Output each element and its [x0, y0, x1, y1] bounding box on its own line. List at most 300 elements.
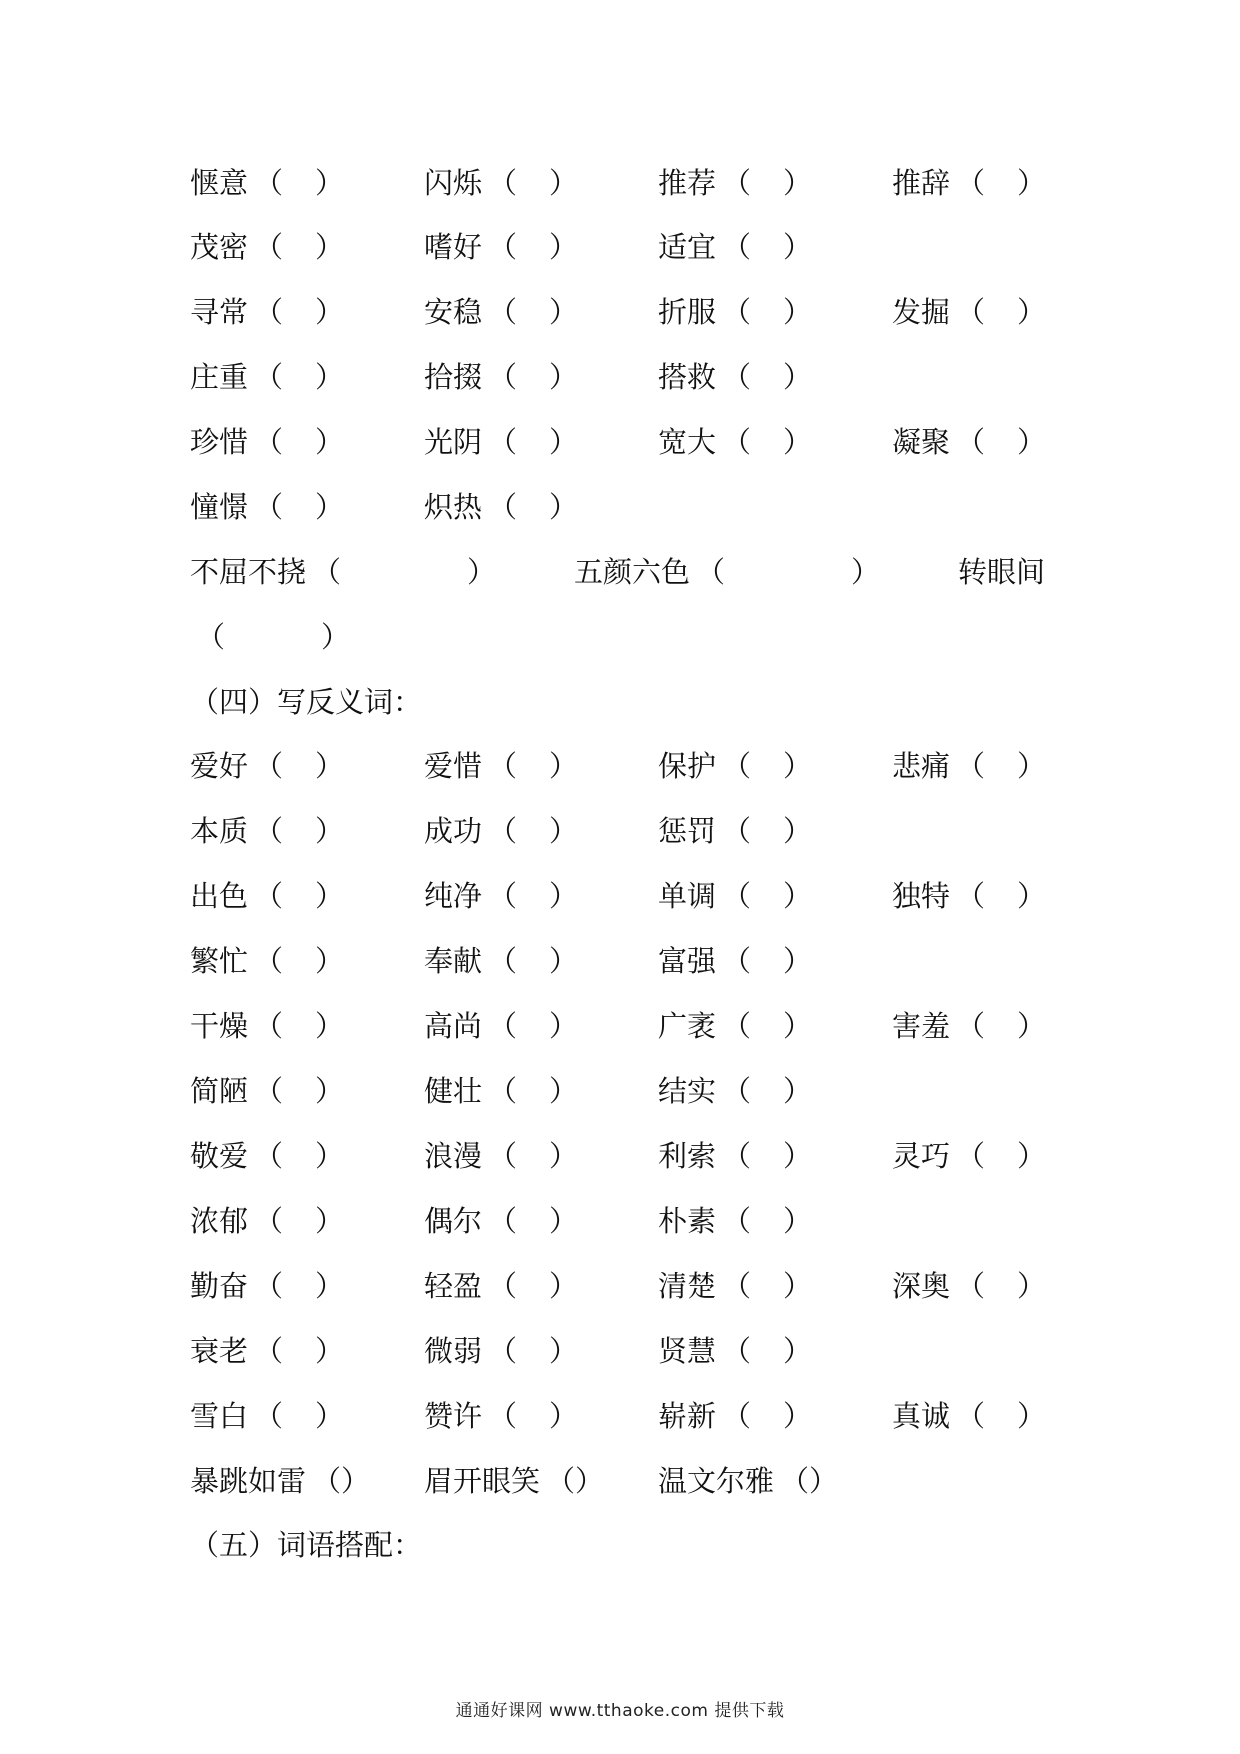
paren-left: （ — [254, 295, 284, 329]
paren-right: ） — [549, 360, 579, 394]
answer-blank[interactable] — [248, 483, 344, 531]
exercise-word: 朴素 — [658, 1204, 717, 1238]
paren-left: （ — [254, 1399, 284, 1433]
paren-left: （ — [254, 360, 284, 394]
paren-right: ） — [1017, 879, 1047, 913]
paren-right: ） — [783, 814, 813, 848]
exercise-item — [190, 353, 344, 401]
answer-blank[interactable] — [482, 1262, 578, 1310]
exercise-item — [892, 742, 1046, 790]
answer-blank[interactable] — [482, 937, 578, 985]
paren-left: （ — [546, 1464, 576, 1498]
paren-left: （ — [488, 879, 518, 913]
exercise-item — [190, 483, 344, 531]
answer-blank[interactable] — [248, 223, 344, 271]
exercise-row — [190, 288, 1070, 336]
paren-right: ） — [315, 879, 345, 913]
exercise-word: 凝聚 — [892, 425, 951, 459]
paren-left: （ — [956, 425, 986, 459]
exercise-word: 闪烁 — [424, 166, 483, 200]
paren-left: （ — [956, 749, 986, 783]
paren-right: ） — [1017, 749, 1047, 783]
answer-blank[interactable] — [716, 353, 812, 401]
answer-blank[interactable] — [716, 1197, 812, 1245]
paren-left: （ — [722, 749, 752, 783]
exercise-word: 适宜 — [658, 230, 717, 264]
paren-right: ） — [783, 166, 813, 200]
answer-blank[interactable] — [716, 937, 812, 985]
exercise-word: 利索 — [658, 1139, 717, 1173]
paren-right: ） — [1017, 425, 1047, 459]
paren-left: （ — [254, 814, 284, 848]
paren-right: ） — [315, 1399, 345, 1433]
paren-right: ） — [315, 425, 345, 459]
paren-right: ） — [783, 944, 813, 978]
paren-left: （ — [488, 1139, 518, 1173]
paren-left: （ — [956, 1009, 986, 1043]
idiom-row-wrap — [190, 613, 1070, 661]
exercise-item — [424, 1002, 578, 1050]
exercise-item — [424, 807, 578, 855]
answer-blank[interactable] — [950, 1262, 1046, 1310]
idiom-word: 不屈不挠 — [190, 555, 307, 589]
paren-left: （ — [312, 1464, 342, 1498]
paren-left: （ — [722, 1009, 752, 1043]
paren-left: （ — [956, 1269, 986, 1303]
answer-blank[interactable] — [248, 1132, 344, 1180]
paren-left: （ — [254, 749, 284, 783]
paren-left: （ — [254, 230, 284, 264]
exercise-item — [424, 418, 578, 466]
exercise-item — [424, 1197, 578, 1245]
exercise-item — [424, 1067, 578, 1115]
answer-blank[interactable] — [716, 1327, 812, 1375]
exercise-item — [892, 1132, 1046, 1180]
exercise-item — [658, 742, 812, 790]
exercise-item — [190, 1392, 344, 1440]
answer-blank[interactable] — [690, 548, 880, 596]
paren-right: ） — [549, 1334, 579, 1368]
exercise-word: 微弱 — [424, 1334, 483, 1368]
answer-blank[interactable] — [716, 1002, 812, 1050]
answer-blank[interactable] — [248, 742, 344, 790]
paren-left: （ — [488, 944, 518, 978]
exercise-word: 推荐 — [658, 166, 717, 200]
exercise-row — [190, 807, 1070, 855]
exercise-item — [892, 288, 1046, 336]
idiom-item — [574, 548, 880, 596]
exercise-item — [424, 1392, 578, 1440]
exercise-word: 折服 — [658, 295, 717, 329]
exercise-word: 茂密 — [190, 230, 249, 264]
paren-right: ） — [467, 555, 497, 589]
exercise-row — [190, 353, 1070, 401]
answer-blank[interactable] — [950, 159, 1046, 207]
paren-right: ） — [783, 1139, 813, 1173]
answer-blank[interactable] — [716, 1067, 812, 1115]
exercise-row — [190, 1197, 1070, 1245]
paren-right: ） — [851, 555, 881, 589]
exercise-item — [658, 418, 812, 466]
paren-right: ） — [783, 749, 813, 783]
exercise-item — [892, 159, 1046, 207]
exercise-word: 独特 — [892, 879, 951, 913]
answer-blank[interactable] — [540, 1457, 604, 1505]
answer-blank[interactable] — [482, 418, 578, 466]
exercise-item — [424, 1327, 578, 1375]
exercise-word: 广袤 — [658, 1009, 717, 1043]
exercise-word: 惬意 — [190, 166, 249, 200]
paren-left: （ — [488, 360, 518, 394]
paren-left: （ — [722, 1399, 752, 1433]
answer-blank[interactable] — [950, 1002, 1046, 1050]
paren-right: ） — [315, 1269, 345, 1303]
paren-right: ） — [783, 1399, 813, 1433]
answer-blank[interactable] — [950, 742, 1046, 790]
answer-blank[interactable] — [482, 1067, 578, 1115]
exercise-item — [892, 872, 1046, 920]
idiom-word: 眉开眼笑 — [424, 1464, 541, 1498]
exercise-word: 爱好 — [190, 749, 249, 783]
answer-blank[interactable] — [716, 807, 812, 855]
exercise-word: 惩罚 — [658, 814, 717, 848]
exercise-item — [190, 1002, 344, 1050]
answer-blank[interactable] — [950, 1132, 1046, 1180]
exercise-item — [658, 1392, 812, 1440]
paren-right: ） — [549, 944, 579, 978]
answer-blank[interactable] — [482, 223, 578, 271]
paren-right: ） — [1017, 1269, 1047, 1303]
exercise-item — [190, 1067, 344, 1115]
exercise-word: 拾掇 — [424, 360, 483, 394]
answer-blank[interactable] — [482, 807, 578, 855]
exercise-word: 安稳 — [424, 295, 483, 329]
idiom-item — [190, 1457, 370, 1505]
exercise-row — [190, 223, 1070, 271]
exercise-word: 炽热 — [424, 490, 483, 524]
exercise-word: 浪漫 — [424, 1139, 483, 1173]
paren-right: ） — [315, 1204, 345, 1238]
exercise-word: 本质 — [190, 814, 249, 848]
answer-blank[interactable] — [716, 1392, 812, 1440]
paren-right: ） — [783, 879, 813, 913]
paren-right: ） — [1017, 1139, 1047, 1173]
exercise-row — [190, 1327, 1070, 1375]
answer-blank[interactable] — [716, 159, 812, 207]
exercise-row — [190, 418, 1070, 466]
answer-blank[interactable] — [482, 1132, 578, 1180]
exercise-word: 单调 — [658, 879, 717, 913]
answer-blank[interactable] — [950, 872, 1046, 920]
paren-right: ） — [549, 1204, 579, 1238]
paren-left: （ — [488, 1334, 518, 1368]
answer-blank[interactable] — [482, 1197, 578, 1245]
exercise-item — [190, 223, 344, 271]
paren-right: ） — [783, 360, 813, 394]
paren-left: （ — [722, 1139, 752, 1173]
exercise-item — [658, 1327, 812, 1375]
paren-left: （ — [254, 1074, 284, 1108]
exercise-item — [190, 1262, 344, 1310]
exercise-item — [424, 1262, 578, 1310]
paren-right: ） — [315, 1074, 345, 1108]
answer-blank[interactable] — [190, 613, 350, 661]
paren-right: ） — [315, 1009, 345, 1043]
answer-blank[interactable] — [248, 807, 344, 855]
paren-left: （ — [722, 295, 752, 329]
exercise-item — [892, 1392, 1046, 1440]
paren-left: （ — [254, 1139, 284, 1173]
answer-blank[interactable] — [248, 1327, 344, 1375]
answer-blank[interactable] — [716, 742, 812, 790]
exercise-item — [658, 937, 812, 985]
exercise-word: 发掘 — [892, 295, 951, 329]
answer-blank[interactable] — [248, 353, 344, 401]
answer-blank[interactable] — [248, 1067, 344, 1115]
paren-right: ） — [315, 490, 345, 524]
paren-right: ） — [809, 1464, 839, 1498]
paren-right: ） — [783, 1334, 813, 1368]
exercise-item — [424, 288, 578, 336]
exercise-word: 珍惜 — [190, 425, 249, 459]
exercise-word: 保护 — [658, 749, 717, 783]
paren-right: ） — [549, 1399, 579, 1433]
exercise-item — [190, 807, 344, 855]
exercise-row — [190, 742, 1070, 790]
exercise-word: 光阴 — [424, 425, 483, 459]
paren-left: （ — [722, 1204, 752, 1238]
idiom-row — [190, 1457, 1070, 1505]
exercise-item — [190, 742, 344, 790]
paren-left: （ — [488, 814, 518, 848]
paren-right: ） — [783, 1009, 813, 1043]
answer-blank[interactable] — [248, 1197, 344, 1245]
exercise-item — [190, 418, 344, 466]
exercise-word: 搭救 — [658, 360, 717, 394]
idiom-word: 转眼间 — [958, 555, 1046, 589]
paren-right: ） — [341, 1464, 371, 1498]
exercise-word: 崭新 — [658, 1399, 717, 1433]
exercise-word: 偶尔 — [424, 1204, 483, 1238]
paren-left: （ — [956, 166, 986, 200]
exercise-item — [190, 1327, 344, 1375]
paren-right: ） — [1017, 166, 1047, 200]
answer-blank[interactable] — [716, 223, 812, 271]
paren-left: （ — [488, 1399, 518, 1433]
answer-blank[interactable] — [950, 418, 1046, 466]
paren-right: ） — [783, 1269, 813, 1303]
paren-left: （ — [488, 295, 518, 329]
exercise-word: 爱惜 — [424, 749, 483, 783]
answer-blank[interactable] — [482, 1392, 578, 1440]
exercise-item — [190, 288, 344, 336]
exercise-item — [658, 223, 812, 271]
idiom-item — [190, 613, 350, 661]
exercise-item — [658, 1262, 812, 1310]
paren-right: ） — [315, 360, 345, 394]
answer-blank[interactable] — [248, 872, 344, 920]
paren-right: ） — [315, 1139, 345, 1173]
exercise-word: 赞许 — [424, 1399, 483, 1433]
exercise-item — [424, 1132, 578, 1180]
idiom-word: 五颜六色 — [574, 555, 691, 589]
paren-right: ） — [549, 1269, 579, 1303]
paren-left: （ — [254, 944, 284, 978]
paren-right: ） — [783, 230, 813, 264]
paren-right: ） — [549, 1139, 579, 1173]
exercise-word: 高尚 — [424, 1009, 483, 1043]
answer-blank[interactable] — [306, 548, 496, 596]
answer-blank[interactable] — [482, 872, 578, 920]
exercise-item — [190, 872, 344, 920]
paren-left: （ — [254, 490, 284, 524]
answer-blank[interactable] — [716, 872, 812, 920]
paren-left: （ — [780, 1464, 810, 1498]
exercise-word: 悲痛 — [892, 749, 951, 783]
paren-left: （ — [722, 1334, 752, 1368]
exercise-item — [658, 1067, 812, 1115]
paren-left: （ — [488, 425, 518, 459]
paren-right: ） — [1017, 1399, 1047, 1433]
exercise-word: 推辞 — [892, 166, 951, 200]
answer-blank[interactable] — [248, 288, 344, 336]
idiom-item — [658, 1457, 838, 1505]
exercise-item — [892, 418, 1046, 466]
idiom-item — [958, 548, 1045, 596]
exercise-item — [424, 483, 578, 531]
answer-blank[interactable] — [482, 159, 578, 207]
paren-right: ） — [315, 230, 345, 264]
paren-right: ） — [549, 879, 579, 913]
exercise-row — [190, 1002, 1070, 1050]
exercise-item — [424, 742, 578, 790]
answer-blank[interactable] — [950, 288, 1046, 336]
answer-blank[interactable] — [482, 353, 578, 401]
answer-blank[interactable] — [482, 483, 578, 531]
paren-left: （ — [956, 1139, 986, 1173]
paren-left: （ — [722, 360, 752, 394]
paren-right: ） — [315, 1334, 345, 1368]
answer-blank[interactable] — [248, 159, 344, 207]
exercise-word: 敬爱 — [190, 1139, 249, 1173]
answer-blank[interactable] — [716, 1132, 812, 1180]
exercise-word: 奉献 — [424, 944, 483, 978]
paren-right: ） — [783, 425, 813, 459]
exercise-word: 宽大 — [658, 425, 717, 459]
exercise-row — [190, 872, 1070, 920]
exercise-row — [190, 159, 1070, 207]
answer-blank[interactable] — [248, 937, 344, 985]
paren-right: ） — [315, 944, 345, 978]
section-title-collocation: （五）词语搭配： — [190, 1528, 423, 1562]
paren-right: ） — [549, 166, 579, 200]
exercise-word: 害羞 — [892, 1009, 951, 1043]
footer-source: 通通好课网 www.tthaoke.com 提供下载 — [455, 1701, 785, 1721]
exercise-item — [424, 872, 578, 920]
exercise-word: 贤慧 — [658, 1334, 717, 1368]
paren-left: （ — [722, 230, 752, 264]
exercise-word: 结实 — [658, 1074, 717, 1108]
exercise-word: 雪白 — [190, 1399, 249, 1433]
paren-right: ） — [549, 425, 579, 459]
paren-left: （ — [312, 555, 342, 589]
exercise-word: 成功 — [424, 814, 483, 848]
paren-right: ） — [575, 1464, 605, 1498]
exercise-word: 庄重 — [190, 360, 249, 394]
answer-blank[interactable] — [482, 1327, 578, 1375]
answer-blank[interactable] — [306, 1457, 370, 1505]
paren-right: ） — [1017, 1009, 1047, 1043]
paren-right: ） — [315, 295, 345, 329]
paren-left: （ — [722, 944, 752, 978]
answer-blank[interactable] — [248, 1392, 344, 1440]
exercise-word: 灵巧 — [892, 1139, 951, 1173]
paren-right: ） — [549, 490, 579, 524]
exercise-row — [190, 1392, 1070, 1440]
exercise-word: 浓郁 — [190, 1204, 249, 1238]
paren-right: ） — [549, 1009, 579, 1043]
answer-blank[interactable] — [482, 742, 578, 790]
answer-blank[interactable] — [482, 1002, 578, 1050]
answer-blank[interactable] — [716, 1262, 812, 1310]
exercise-item — [892, 1002, 1046, 1050]
answer-blank[interactable] — [482, 288, 578, 336]
paren-left: （ — [488, 1269, 518, 1303]
answer-blank[interactable] — [716, 288, 812, 336]
exercise-item — [658, 872, 812, 920]
exercise-word: 轻盈 — [424, 1269, 483, 1303]
paren-right: ） — [549, 230, 579, 264]
exercise-word: 繁忙 — [190, 944, 249, 978]
section-title-antonyms: （四）写反义词： — [190, 685, 423, 719]
idiom-word: 温文尔雅 — [658, 1464, 775, 1498]
paren-right: ） — [315, 166, 345, 200]
paren-right: ） — [549, 1074, 579, 1108]
paren-right: ） — [783, 1204, 813, 1238]
paren-right: ） — [783, 1074, 813, 1108]
exercise-row — [190, 483, 1070, 531]
exercise-item — [658, 1197, 812, 1245]
paren-left: （ — [254, 879, 284, 913]
paren-right: ） — [315, 814, 345, 848]
answer-blank[interactable] — [248, 1002, 344, 1050]
answer-blank[interactable] — [774, 1457, 838, 1505]
answer-blank[interactable] — [248, 1262, 344, 1310]
exercise-item — [658, 288, 812, 336]
exercise-word: 富强 — [658, 944, 717, 978]
paren-left: （ — [956, 295, 986, 329]
exercise-word: 纯净 — [424, 879, 483, 913]
exercise-item — [424, 223, 578, 271]
paren-left: （ — [722, 425, 752, 459]
answer-blank[interactable] — [716, 418, 812, 466]
answer-blank[interactable] — [950, 1392, 1046, 1440]
paren-left: （ — [488, 749, 518, 783]
exercise-word: 干燥 — [190, 1009, 249, 1043]
exercise-item — [190, 937, 344, 985]
answer-blank[interactable] — [248, 418, 344, 466]
exercise-word: 寻常 — [190, 295, 249, 329]
paren-left: （ — [254, 1334, 284, 1368]
exercise-item — [190, 159, 344, 207]
paren-right: ） — [315, 749, 345, 783]
exercise-item — [658, 807, 812, 855]
exercise-row — [190, 1132, 1070, 1180]
paren-right: ） — [1017, 295, 1047, 329]
paren-left: （ — [722, 879, 752, 913]
paren-left: （ — [254, 166, 284, 200]
exercise-word: 简陋 — [190, 1074, 249, 1108]
